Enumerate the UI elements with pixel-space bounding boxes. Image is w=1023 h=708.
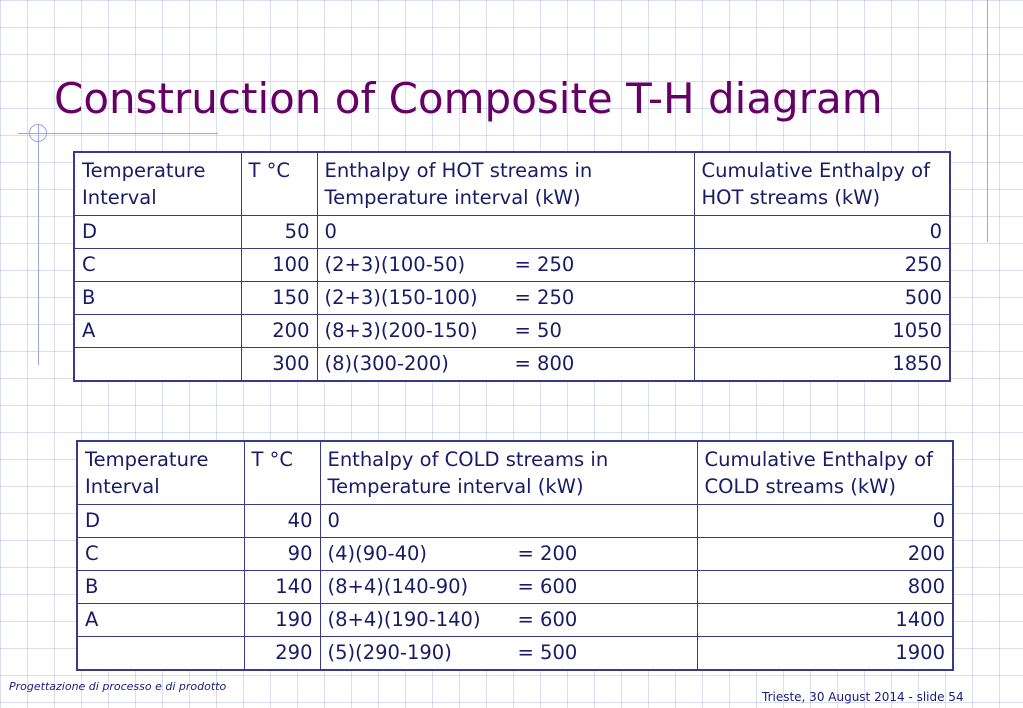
table-row [74,249,950,282]
header-cumulative-enthalpy: Cumulative Enthalpy of COLD streams (kW) [697,441,953,505]
enthalpy-formula: (5)(290-190) [327,641,452,664]
cumulative-enthalpy-cell: 0 [694,216,950,249]
temperature-cell: 140 [244,571,320,604]
slide-title: Construction of Composite T-H diagram [54,74,883,123]
enthalpy-formula: (8+4)(140-90) [327,575,469,598]
cold-streams-table [76,440,954,671]
table-header-row [74,152,950,216]
enthalpy-expression-cell [317,348,694,382]
enthalpy-expression-cell [320,571,697,604]
enthalpy-result: = 250 [514,286,575,309]
enthalpy-formula: (8+4)(190-140) [327,608,481,631]
temperature-cell: 190 [244,604,320,637]
decorative-circle [29,124,47,142]
enthalpy-formula: (8+3)(200-150) [324,319,478,342]
table-row [77,571,953,604]
table-row [77,637,953,671]
interval-cell [74,348,241,382]
temperature-cell: 300 [241,348,317,382]
interval-cell: D [77,505,244,538]
header-temperature-interval: Temperature Interval [74,152,241,216]
table-row [77,538,953,571]
enthalpy-expression-cell [320,637,697,671]
header-enthalpy-interval: Enthalpy of COLD streams in Temperature interval (kW) [320,441,697,505]
footer-slide-info: Trieste, 30 August 2014 - slide 54 [762,690,964,704]
interval-cell [77,637,244,671]
header-enthalpy-interval: Enthalpy of HOT streams in Temperature interval (kW) [317,152,694,216]
footer-course-name: Progettazione di processo e di prodotto [9,680,227,693]
decorative-horizontal-line [18,133,218,134]
enthalpy-expression-cell [317,282,694,315]
enthalpy-expression-cell [317,216,694,249]
enthalpy-expression-cell [317,249,694,282]
table-header-row [77,441,953,505]
temperature-cell: 150 [241,282,317,315]
enthalpy-result: = 800 [514,352,575,375]
enthalpy-expression-cell [317,315,694,348]
decorative-right-line [987,0,988,242]
enthalpy-formula: (2+3)(100-50) [324,253,466,276]
temperature-cell: 290 [244,637,320,671]
enthalpy-formula: (8)(300-200) [324,352,449,375]
cumulative-enthalpy-cell: 1850 [694,348,950,382]
temperature-cell: 40 [244,505,320,538]
cumulative-enthalpy-cell: 1050 [694,315,950,348]
cumulative-enthalpy-cell: 1400 [697,604,953,637]
table-row [77,604,953,637]
enthalpy-formula: 0 [324,220,337,243]
table-row [74,216,950,249]
enthalpy-result: = 250 [514,253,575,276]
temperature-cell: 90 [244,538,320,571]
table-row [74,282,950,315]
enthalpy-formula: (2+3)(150-100) [324,286,478,309]
temperature-cell: 50 [241,216,317,249]
enthalpy-result: = 200 [517,542,578,565]
table-row [74,348,950,382]
temperature-cell: 100 [241,249,317,282]
enthalpy-expression-cell [320,604,697,637]
interval-cell: B [77,571,244,604]
header-cumulative-enthalpy: Cumulative Enthalpy of HOT streams (kW) [694,152,950,216]
cumulative-enthalpy-cell: 500 [694,282,950,315]
enthalpy-expression-cell [320,538,697,571]
cumulative-enthalpy-cell: 1900 [697,637,953,671]
header-temperature: T °C [241,152,317,216]
table-row [77,505,953,538]
enthalpy-expression-cell [320,505,697,538]
interval-cell: B [74,282,241,315]
interval-cell: C [74,249,241,282]
cumulative-enthalpy-cell: 250 [694,249,950,282]
interval-cell: A [77,604,244,637]
enthalpy-result: = 600 [517,608,578,631]
interval-cell: D [74,216,241,249]
header-temperature: T °C [244,441,320,505]
hot-streams-table [73,151,951,382]
cumulative-enthalpy-cell: 0 [697,505,953,538]
enthalpy-result: = 600 [517,575,578,598]
enthalpy-formula: 0 [327,509,340,532]
decorative-vertical-line [38,125,39,365]
cumulative-enthalpy-cell: 200 [697,538,953,571]
cumulative-enthalpy-cell: 800 [697,571,953,604]
enthalpy-formula: (4)(90-40) [327,542,427,565]
interval-cell: C [77,538,244,571]
interval-cell: A [74,315,241,348]
enthalpy-result: = 50 [514,319,562,342]
table-row [74,315,950,348]
temperature-cell: 200 [241,315,317,348]
header-temperature-interval: Temperature Interval [77,441,244,505]
enthalpy-result: = 500 [517,641,578,664]
